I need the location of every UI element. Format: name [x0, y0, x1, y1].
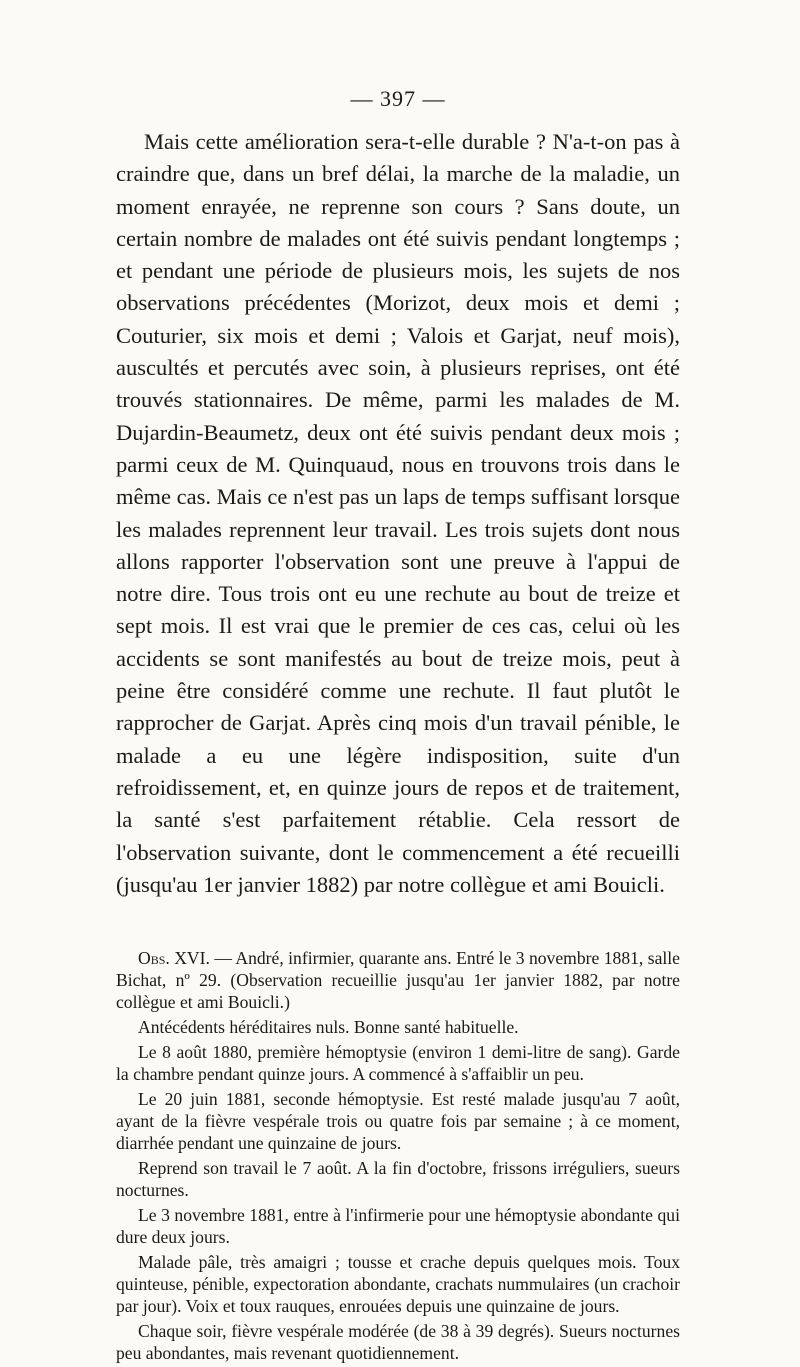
book-page — [116, 86, 680, 1367]
observation-paragraph: Le 20 juin 1881, seconde hémoptysie. Est resté malade jusqu'au 7 août, ayant de la fièvre vespérale trois ou quatre fois par semaine ; à ce moment, diarrhée pendant une quinzaine de jours. — [116, 1089, 680, 1154]
page-number: — 397 — — [350, 86, 446, 111]
observation-paragraph: Reprend son travail le 7 août. A la fin d'octobre, frissons irréguliers, sueurs nocturnes. — [116, 1158, 680, 1201]
main-paragraph: Mais cette amélioration sera-t-elle durable ? N'a-t-on pas à craindre que, dans un bref délai, la marche de la maladie, un moment enrayée, ne reprenne son cours ? Sans doute, un certain nombre de malades ont été suivis pendant longtemps ; et pendant une période de plusieurs mois, les sujets de nos observations précédentes (Morizot, deux mois et demi ; Couturier, six mois et demi ; Valois et Garjat, neuf mois), auscultés et percutés avec soin, à plusieurs reprises, ont été trouvés stationnaires. De même, parmi les malades de M. Dujardin-Beaumetz, deux ont été suivis pendant deux mois ; parmi ceux de M. Quinquaud, nous en trouvons trois dans le même cas. Mais ce n'est pas un laps de temps suffisant lorsque les malades reprennent leur travail. Les trois sujets dont nous allons rapporter l'observation sont une preuve à l'appui de notre dire. Tous trois ont eu une rechute au bout de treize et sept mois. Il est vrai que le premier de ces cas, celui où les accidents se sont manifestés au bout de treize mois, peut à peine être considéré comme une rechute. Il faut plutôt le rapprocher de Garjat. Après cinq mois d'un travail pénible, le malade a eu une légère indisposition, suite d'un refroidissement, et, en quinze jours de repos et de traitement, la santé s'est parfaitement rétablie. Cela ressort de l'observation suivante, dont le commencement a été recueilli (jusqu'au 1er janvier 1882) par notre collègue et ami Bouicli. — [116, 129, 680, 897]
observation-intro-text: — André, infirmier, quarante ans. Entré le 3 novembre 1881, salle Bichat, nº 29. (Observation recueillie jusqu'au 1er janvier 1882, par notre collègue et ami Bouicli.) — [116, 948, 680, 1013]
observation-paragraph: Le 3 novembre 1881, entre à l'infirmerie pour une hémoptysie abondante qui dure deux jours. — [116, 1205, 680, 1248]
observation-paragraph: Antécédents héréditaires nuls. Bonne santé habituelle. — [138, 1017, 519, 1038]
observation-paragraph: Le 8 août 1880, première hémoptysie (environ 1 demi-litre de sang). Garde la chambre pendant quinze jours. A commencé à s'affaiblir un peu. — [116, 1042, 680, 1085]
observation-paragraph: Malade pâle, très amaigri ; tousse et crache depuis quelques mois. Toux quinteuse, pénible, expectoration abondante, crachats nummulaires (un crachoir par jour). Voix et toux rauques, enrouées depuis une quinzaine de jours. — [116, 1252, 680, 1317]
observation-heading: Obs. XVI. — [138, 948, 210, 969]
observation-section — [116, 947, 680, 1364]
observation-paragraph: Chaque soir, fièvre vespérale modérée (de 38 à 39 degrés). Sueurs nocturnes peu abondantes, mais revenant quotidiennement. — [116, 1321, 680, 1364]
observation-intro — [116, 947, 680, 1013]
